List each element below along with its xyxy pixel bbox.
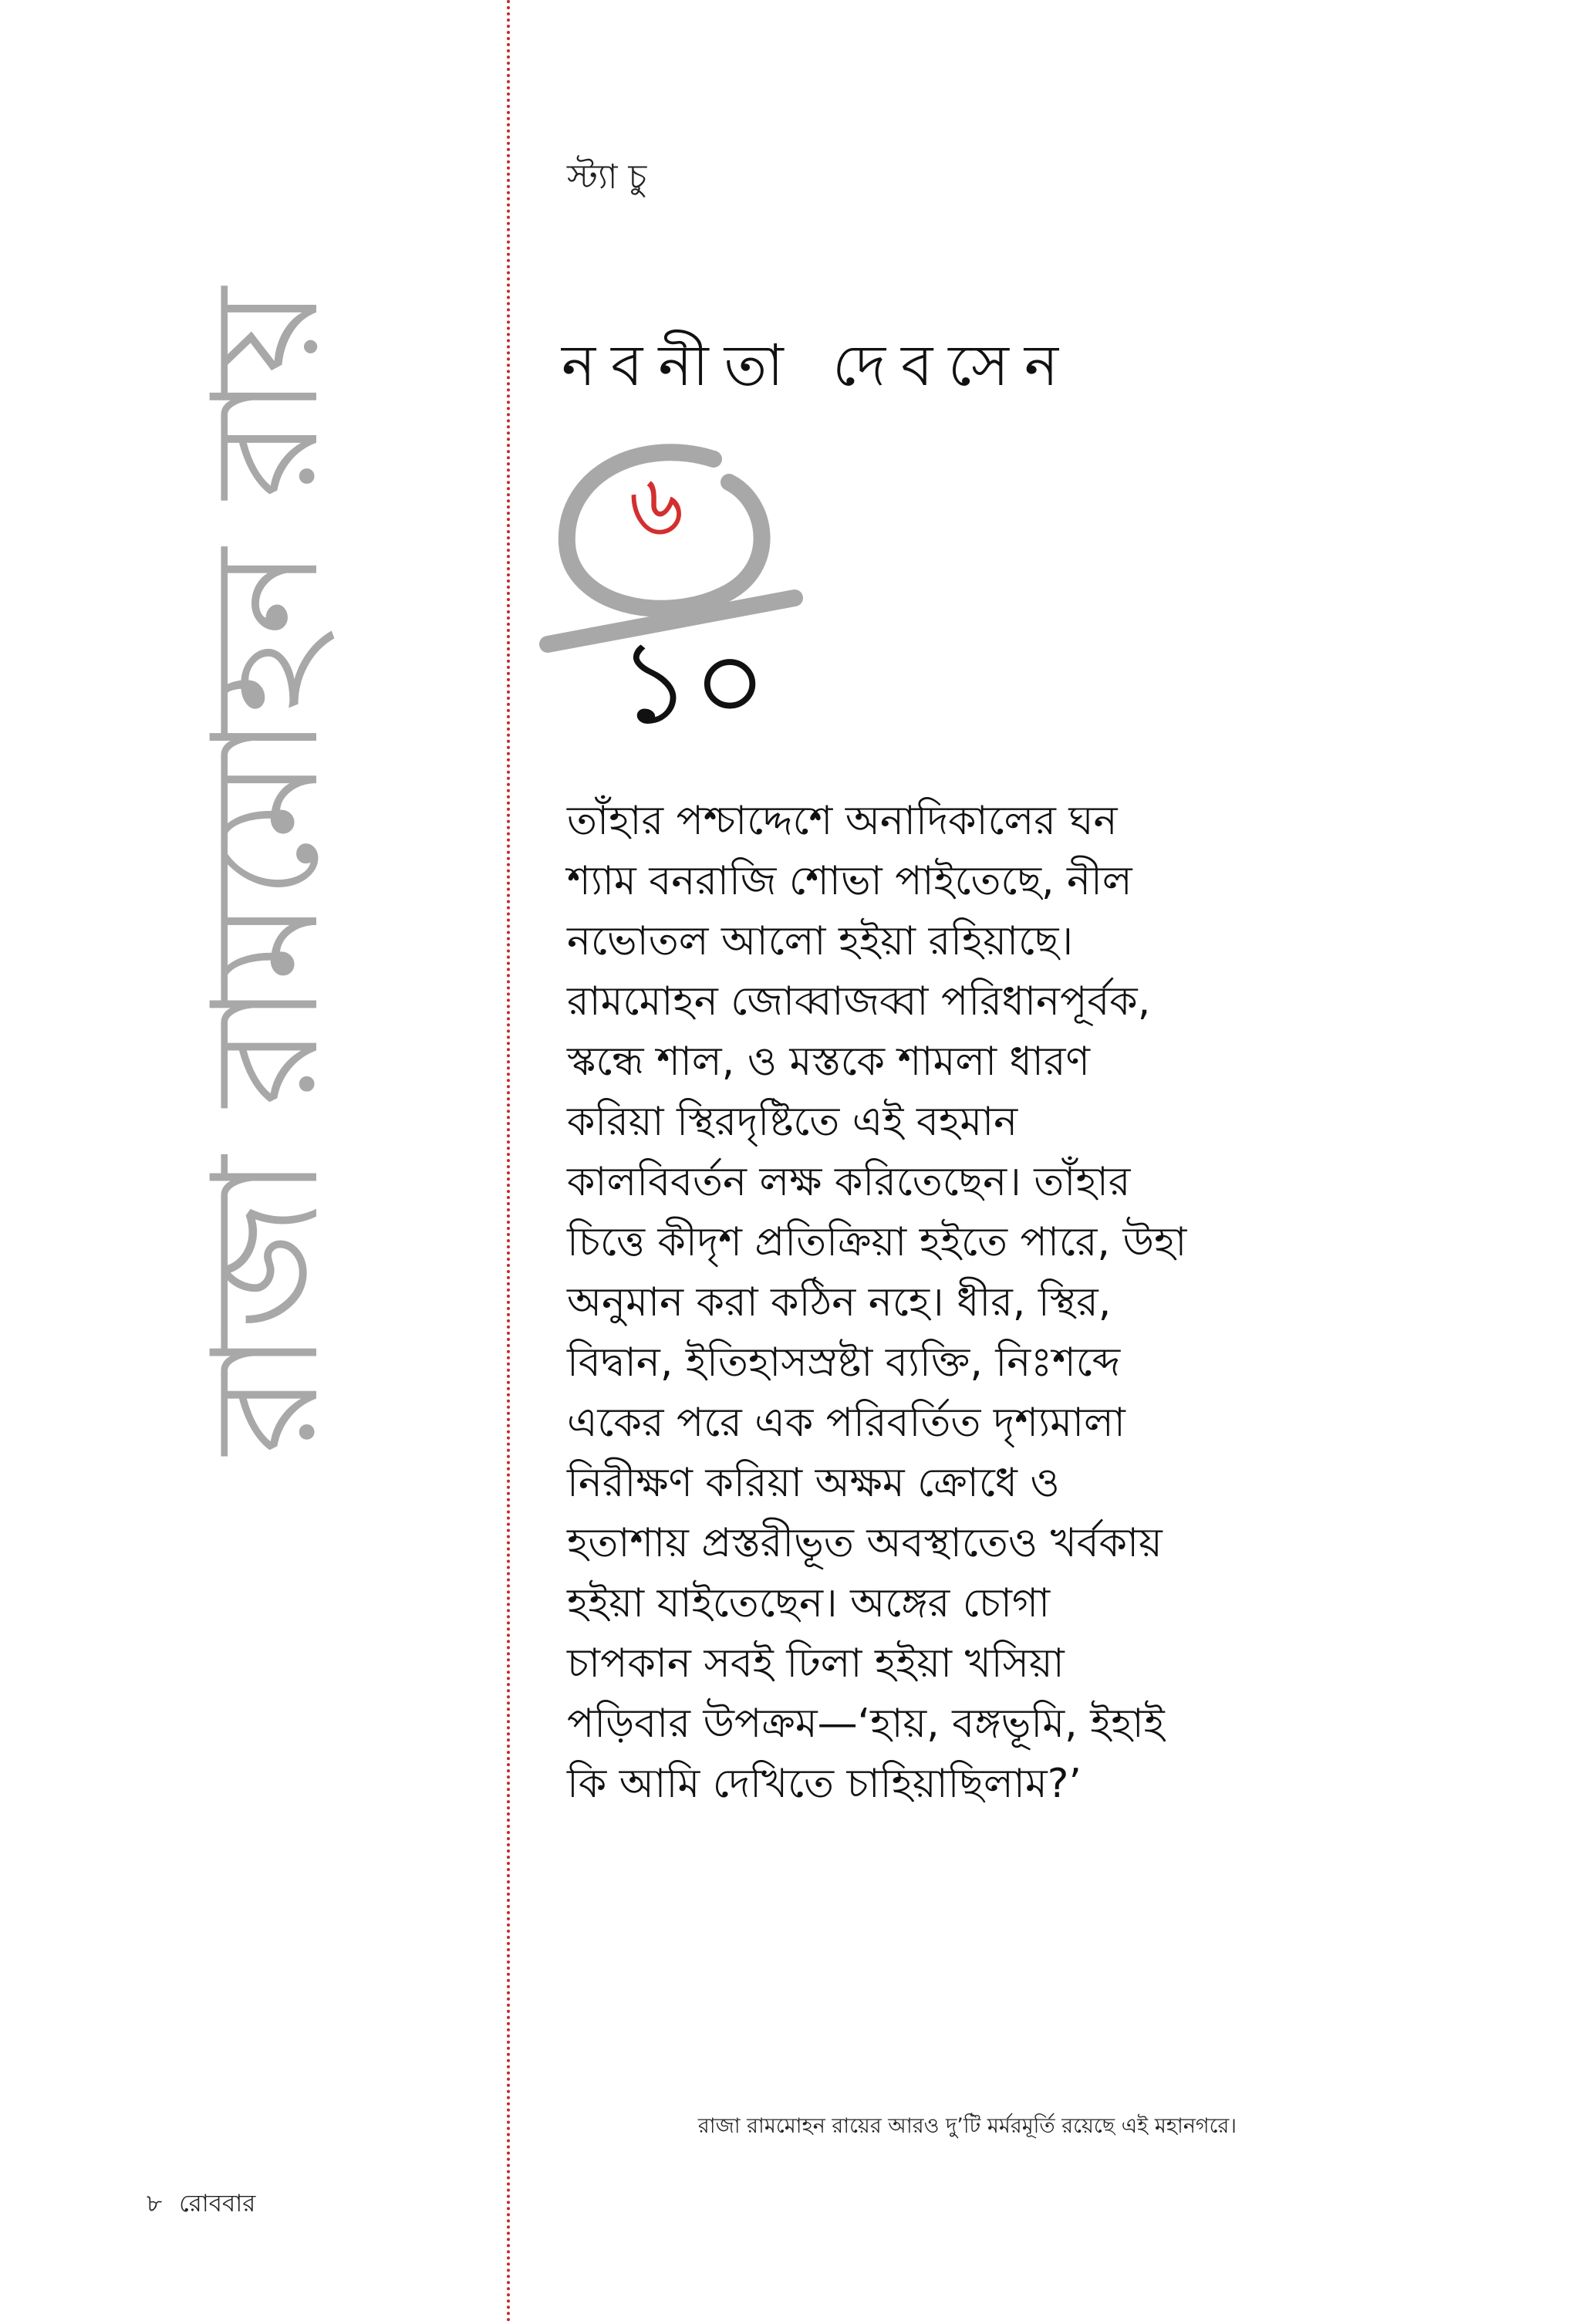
body-line: করিয়া স্থিরদৃষ্টিতে এই বহমান [567, 1099, 1018, 1145]
body-line: স্কন্ধে শাল, ও মস্তকে শামলা ধারণ [567, 1039, 1090, 1085]
body-line: শ্যাম বনরাজি শোভা পাইতেছে, নীল [567, 858, 1132, 904]
magazine-name: রোববার [179, 2190, 256, 2218]
body-line: চিত্তে কীদৃশ প্রতিক্রিয়া হইতে পারে, উহা [567, 1219, 1187, 1265]
section-label: স্ট্যা চু [567, 157, 647, 197]
body-line: রামমোহন জোব্বাজব্বা পরিধানপূর্বক, [567, 978, 1151, 1025]
body-line: তাঁহার পশ্চাদ্দেশে অনাদিকালের ঘন [567, 798, 1118, 844]
page-footer [147, 2185, 272, 2225]
red-dotted-divider [507, 0, 510, 2324]
body-line: কি আমি দেখিতে চাহিয়াছিলাম?’ [567, 1761, 1082, 1807]
body-line: অনুমান করা কঠিন নহে। ধীর, স্থির, [567, 1279, 1112, 1326]
body-paragraph [567, 791, 1439, 1814]
emblem-number: ৬ [629, 456, 684, 555]
body-line: কালবিবর্তন লক্ষ করিতেছেন। তাঁহার [567, 1159, 1131, 1205]
emblem-subscript: ১০ [617, 616, 768, 750]
author-name: নবনীতা দেবসেন [562, 333, 1075, 399]
body-line: বিদ্বান, ইতিহাসস্রষ্টা ব্যক্তি, নিঃশব্দে [567, 1339, 1121, 1386]
vertical-title: রাজা রামমোহন রায় [181, 285, 351, 1454]
body-line: পড়িবার উপক্রম—‘হায়, বঙ্গভূমি, ইহাই [567, 1701, 1165, 1747]
body-line: হতাশায় প্রস্তরীভূত অবস্থাতেও খর্বকায় [567, 1520, 1163, 1566]
body-line: চাপকান সবই ঢিলা হইয়া খসিয়া [567, 1640, 1065, 1687]
body-line: হইয়া যাইতেছেন। অঙ্গের চোগা [567, 1580, 1051, 1626]
photo-caption: রাজা রামমোহন রায়ের আরও দু’টি মর্মরমূর্তি রয়েছে এই মহানগরে। [697, 2114, 1237, 2138]
body-line: একের পরে এক পরিবর্তিত দৃশ্যমালা [567, 1400, 1125, 1446]
page-number: ৮ [147, 2190, 163, 2218]
body-line: নিরীক্ষণ করিয়া অক্ষম ক্রোধে ও [567, 1460, 1060, 1506]
body-line: নভোতল আলো হইয়া রহিয়াছে। [567, 918, 1074, 964]
